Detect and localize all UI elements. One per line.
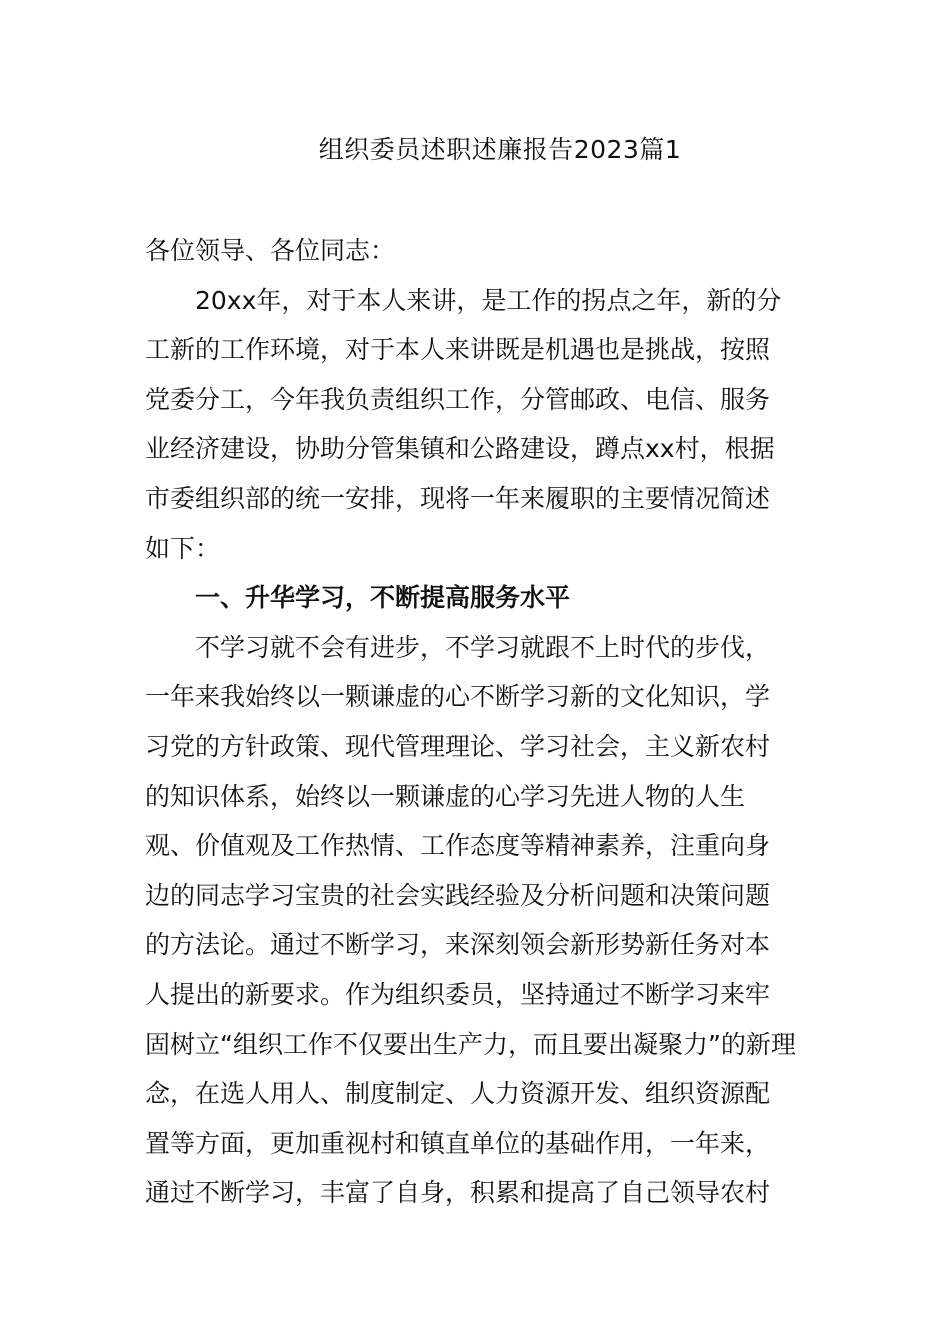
paragraph-line: 通过不断学习，丰富了自身，积累和提高了自己领导农村	[145, 1178, 771, 1208]
paragraph-line: 市委组织部的统一安排，现将一年来履职的主要情况简述	[145, 483, 771, 513]
paragraph-line: 工新的工作环境，对于本人来讲既是机遇也是挑战，按照	[145, 335, 771, 365]
paragraph-line: 边的同志学习宝贵的社会实践经验及分析问题和决策问题	[145, 880, 771, 910]
paragraph-line: 不学习就不会有进步，不学习就跟不上时代的步伐，	[195, 632, 771, 662]
paragraph-line: 人提出的新要求。作为组织委员，坚持通过不断学习来牢	[145, 979, 771, 1009]
paragraph-line: 的方法论。通过不断学习，来深刻领会新形势新任务对本	[145, 930, 771, 960]
paragraph-line: 一年来我始终以一颗谦虚的心不断学习新的文化知识，学	[145, 682, 771, 712]
paragraph-line: 置等方面，更加重视村和镇直单位的基础作用，一年来，	[145, 1128, 771, 1158]
document-body	[145, 229, 805, 1221]
greeting-line: 各位领导、各位同志：	[145, 236, 396, 265]
paragraph-line: 党委分工，今年我负责组织工作，分管邮政、电信、服务	[145, 384, 771, 414]
section-heading: 一、升华学习，不断提高服务水平	[195, 583, 571, 613]
document-title: 组织委员述职述廉报告2023篇1	[318, 135, 682, 164]
paragraph-line: 20xx年，对于本人来讲，是工作的拐点之年，新的分	[195, 285, 782, 315]
paragraph-line: 习党的方针政策、现代管理理论、学习社会，主义新农村	[145, 731, 771, 761]
paragraph-line: 的知识体系，始终以一颗谦虚的心学习先进人物的人生	[145, 781, 746, 811]
paragraph-line: 固树立“组织工作不仅要出生产力，而且要出凝聚力”的新理	[145, 1029, 796, 1059]
paragraph-line: 如下：	[145, 533, 221, 563]
paragraph-line: 观、价值观及工作热情、工作态度等精神素养，注重向身	[145, 831, 771, 861]
paragraph-line: 业经济建设，协助分管集镇和公路建设，蹲点xx村，根据	[145, 434, 775, 464]
paragraph-line: 念，在选人用人、制度制定、人力资源开发、组织资源配	[145, 1079, 771, 1109]
